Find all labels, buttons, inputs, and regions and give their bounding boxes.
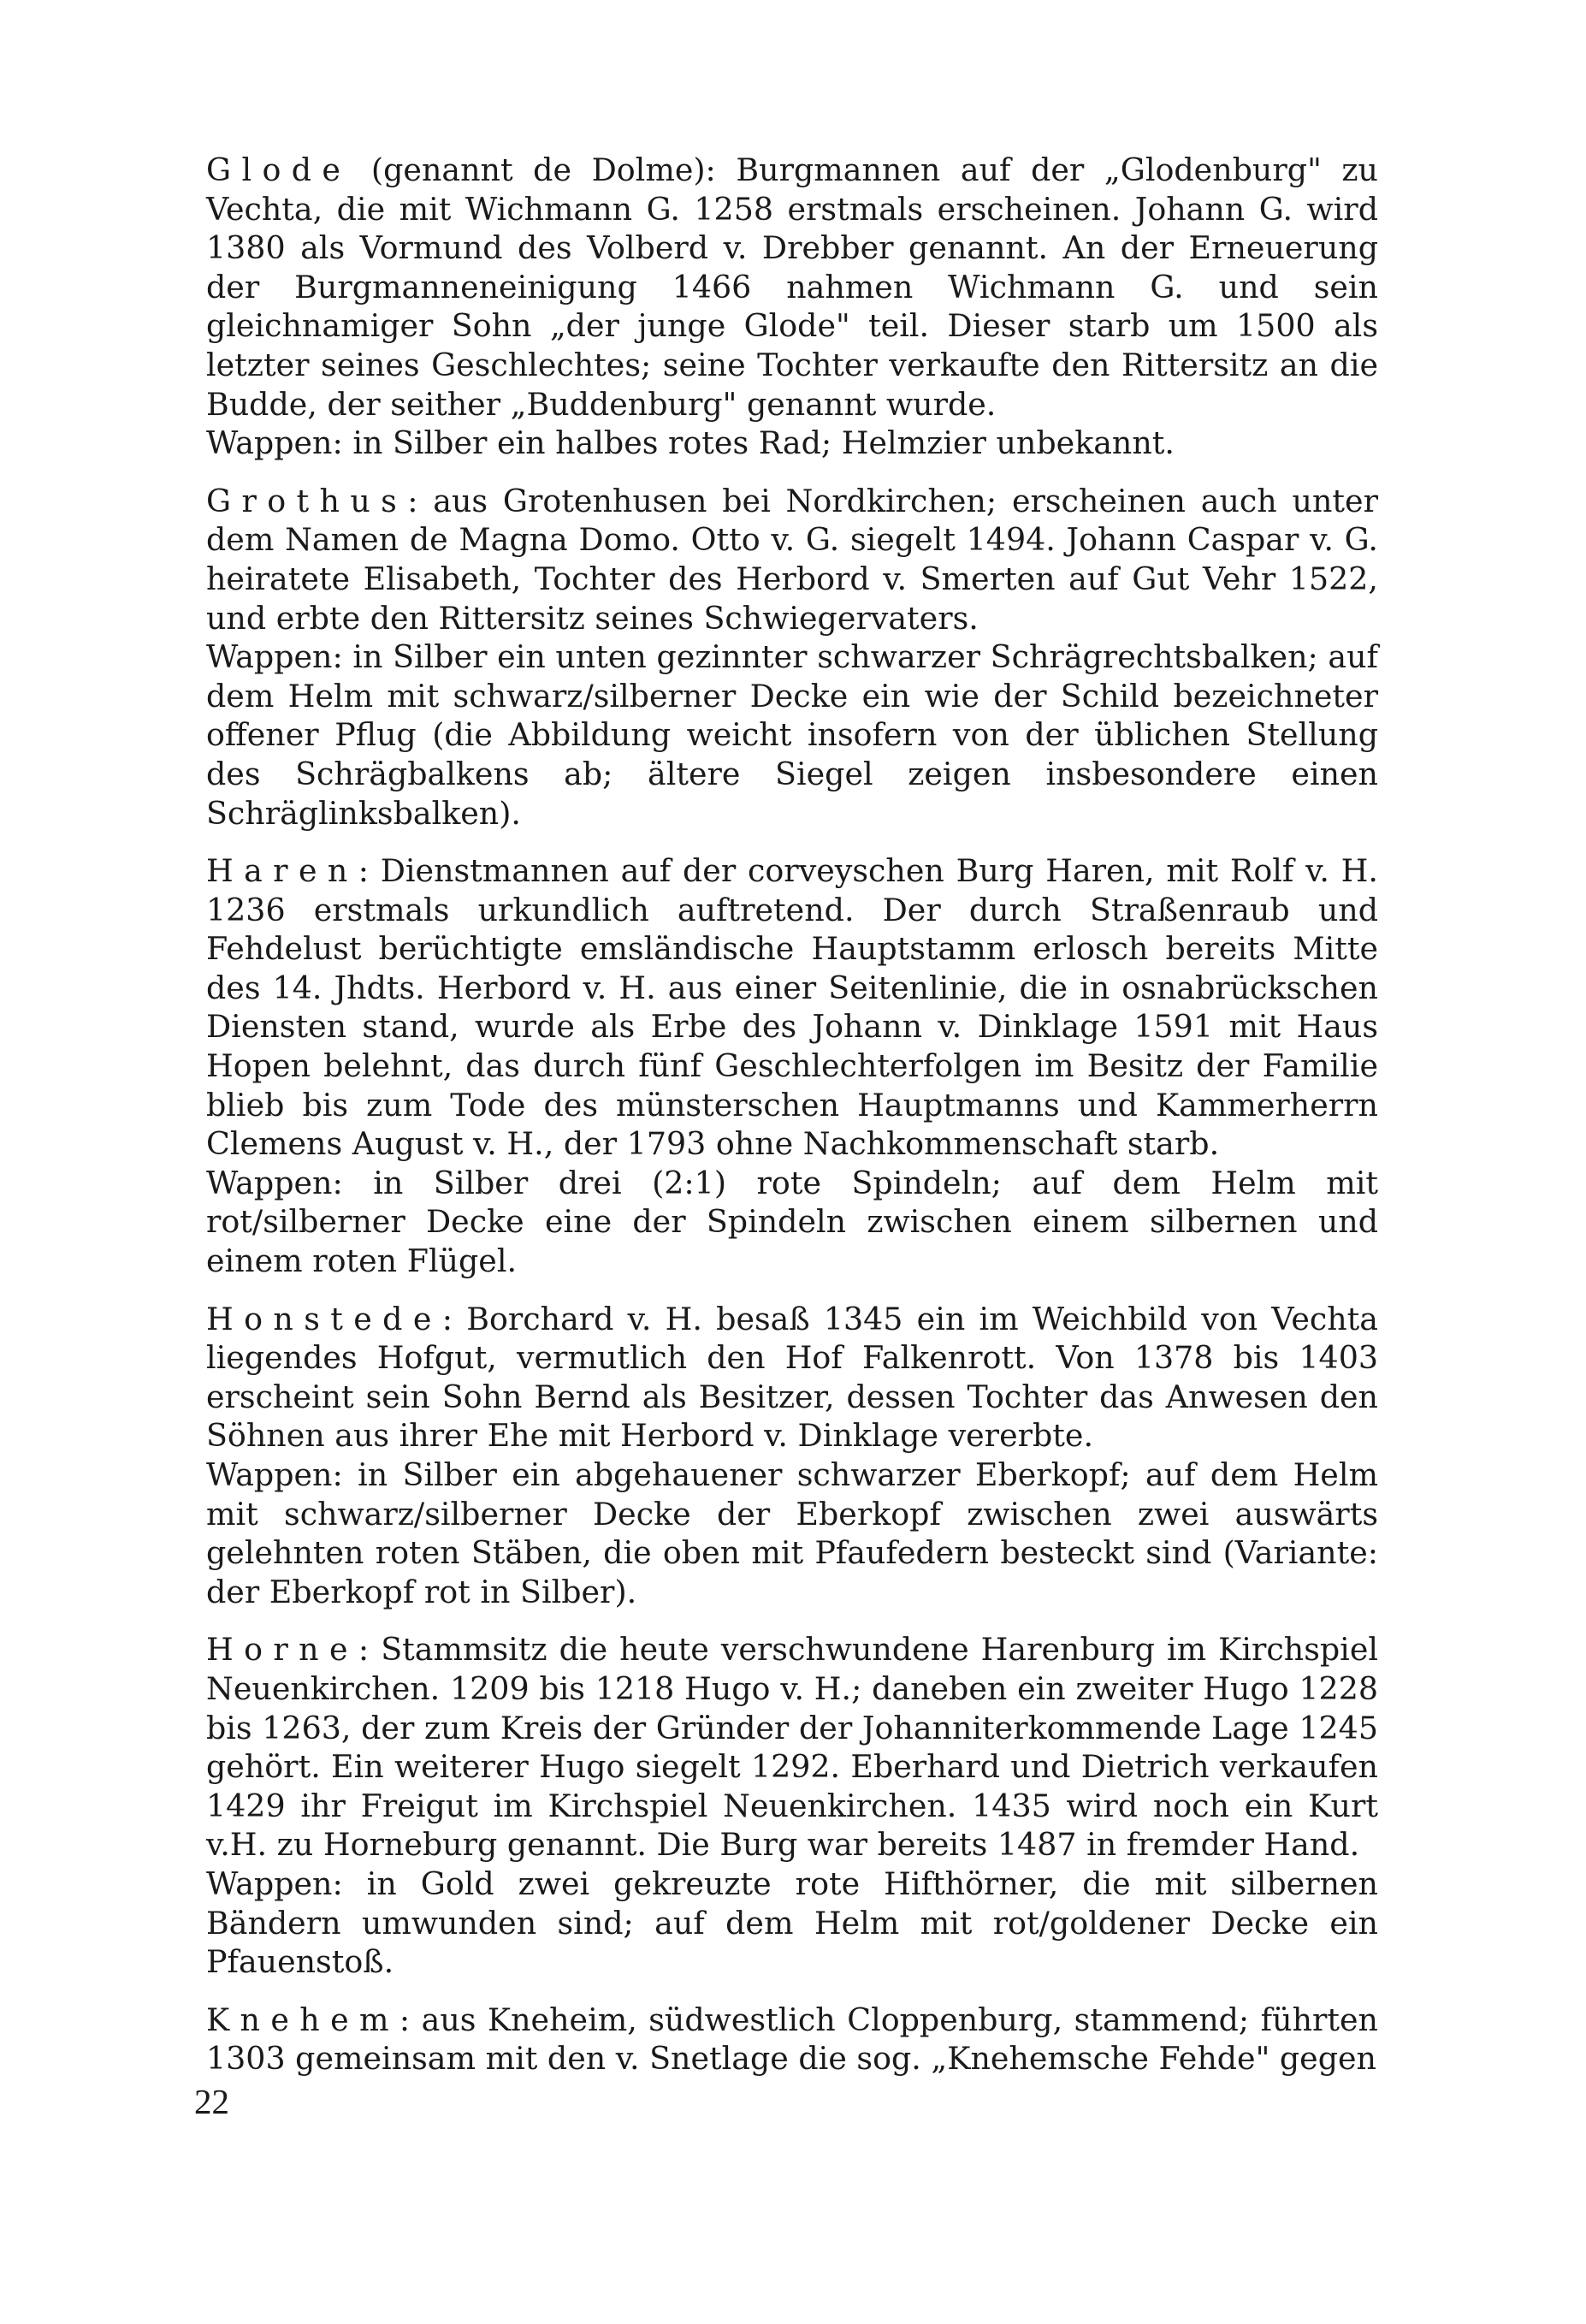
entry-body: : Borchard v. H. besaß 1345 ein im Weichbild von Vechta liegendes Hofgut, vermutlich den Hof Falkenrott. Von 1378 bis 1403 erscheint sein Sohn Bernd als Besitzer, dessen Tochter das Anwesen den Söhnen aus ihrer Ehe mit Herbord v. Dinklage vererbte. [206, 1300, 1378, 1455]
text-column [206, 151, 1378, 2097]
entry-haren [206, 851, 1378, 1281]
entry-paragraph [206, 151, 1378, 424]
entry-name: Glode [206, 151, 352, 188]
wappen-line: Wappen: in Silber ein abgehauener schwarzer Eberkopf; auf dem Helm mit schwarz/silberner Decke der Eberkopf zwischen zwei auswärts gelehnten roten Stäben, die oben mit Pfaufedern besteckt sind (Variante: der Eberkopf rot in Silber). [206, 1456, 1378, 1610]
entry-paragraph [206, 482, 1378, 637]
page-number: 22 [194, 2082, 229, 2121]
entry-glode [206, 151, 1378, 463]
entry-name: Haren [206, 852, 358, 890]
wappen-line: Wappen: in Silber ein halbes rotes Rad; Helmzier unbekannt. [206, 424, 1175, 462]
entry-knehem [206, 2001, 1378, 2078]
entry-paragraph [206, 1300, 1378, 1455]
entry-horne [206, 1630, 1378, 1981]
entry-name: Grothus [206, 482, 408, 519]
entry-body: : Stammsitz die heute verschwundene Harenburg im Kirchspiel Neuenkirchen. 1209 bis 1218 Hugo v. H.; daneben ein zweiter Hugo 1228 bis 1263, der zum Kreis der Gründer der Johanniterkommende Lage 1245 gehört. Ein weiterer Hugo siegelt 1292. Eberhard und Dietrich verkaufen 1429 ihr Freigut im Kirchspiel Neuenkirchen. 1435 wird noch ein Kurt v.H. zu Horneburg genannt. Die Burg war bereits 1487 in fremder Hand. [206, 1631, 1378, 1864]
entry-name: Knehem [206, 2001, 399, 2038]
entry-name: Horne [206, 1631, 358, 1669]
entry-body: : aus Grotenhusen bei Nordkirchen; erscheinen auch unter dem Namen de Magna Domo. Otto v. G. siegelt 1494. Johann Caspar v. G. heiratete Elisabeth, Tochter des Herbord v. Smerten auf Gut Vehr 1522, und erbte den Rittersitz seines Schwiegervaters. [206, 482, 1378, 637]
entry-name: Honstede [206, 1300, 442, 1337]
wappen-line: Wappen: in Silber drei (2:1) rote Spindeln; auf dem Helm mit rot/silberner Decke eine der Spindeln zwischen einem silbernen und einem roten Flügel. [206, 1164, 1378, 1280]
wappen-line: Wappen: in Gold zwei gekreuzte rote Hifthörner, die mit silbernen Bändern umwunden sind; auf dem Helm mit rot/goldener Decke ein Pfauenstoß. [206, 1865, 1378, 1981]
entry-paragraph [206, 1630, 1378, 1865]
wappen-line: Wappen: in Silber ein unten gezinnter schwarzer Schrägrechtsbalken; auf dem Helm mit schwarz/silberner Decke ein wie der Schild bezeichneter offener Pflug (die Abbildung weicht insofern von der üblichen Stellung des Schrägbalkens ab; ältere Siegel zeigen insbesondere einen Schräglinksbalken). [206, 638, 1378, 832]
entry-paragraph [206, 2001, 1378, 2078]
entry-body: : Dienstmannen auf der corveyschen Burg Haren, mit Rolf v. H. 1236 erstmals urkundlich auftretend. Der durch Straßenraub und Fehdelust berüchtigte emsländische Hauptstamm erlosch bereits Mitte des 14. Jhdts. Herbord v. H. aus einer Seitenlinie, die in osnabrückschen Diensten stand, wurde als Erbe des Johann v. Dinklage 1591 mit Haus Hopen belehnt, das durch fünf Geschlechterfolgen im Besitz der Familie blieb bis zum Tode des münsterschen Hauptmanns und Kammerherrn Clemens August v. H., der 1793 ohne Nachkommenschaft starb. [206, 852, 1378, 1163]
entry-body: : aus Kneheim, südwestlich Cloppenburg, stammend; führten 1303 gemeinsam mit den v. Snetlage die sog. „Knehemsche Fehde" gegen [206, 2001, 1378, 2078]
entry-grothus [206, 482, 1378, 833]
entry-body: (genannt de Dolme): Burgmannen auf der „Glodenburg" zu Vechta, die mit Wichmann G. 1258 erstmals erscheinen. Johann G. wird 1380 als Vormund des Volberd v. Drebber genannt. An der Erneuerung der Burgmanneneinigung 1466 nahmen Wichmann G. und sein gleichnamiger Sohn „der junge Glode" teil. Dieser starb um 1500 als letzter seines Geschlechtes; seine Tochter verkaufte den Rittersitz an die Budde, der seither „Buddenburg" genannt wurde. [206, 151, 1378, 423]
entry-honstede [206, 1300, 1378, 1612]
entry-paragraph [206, 851, 1378, 1164]
